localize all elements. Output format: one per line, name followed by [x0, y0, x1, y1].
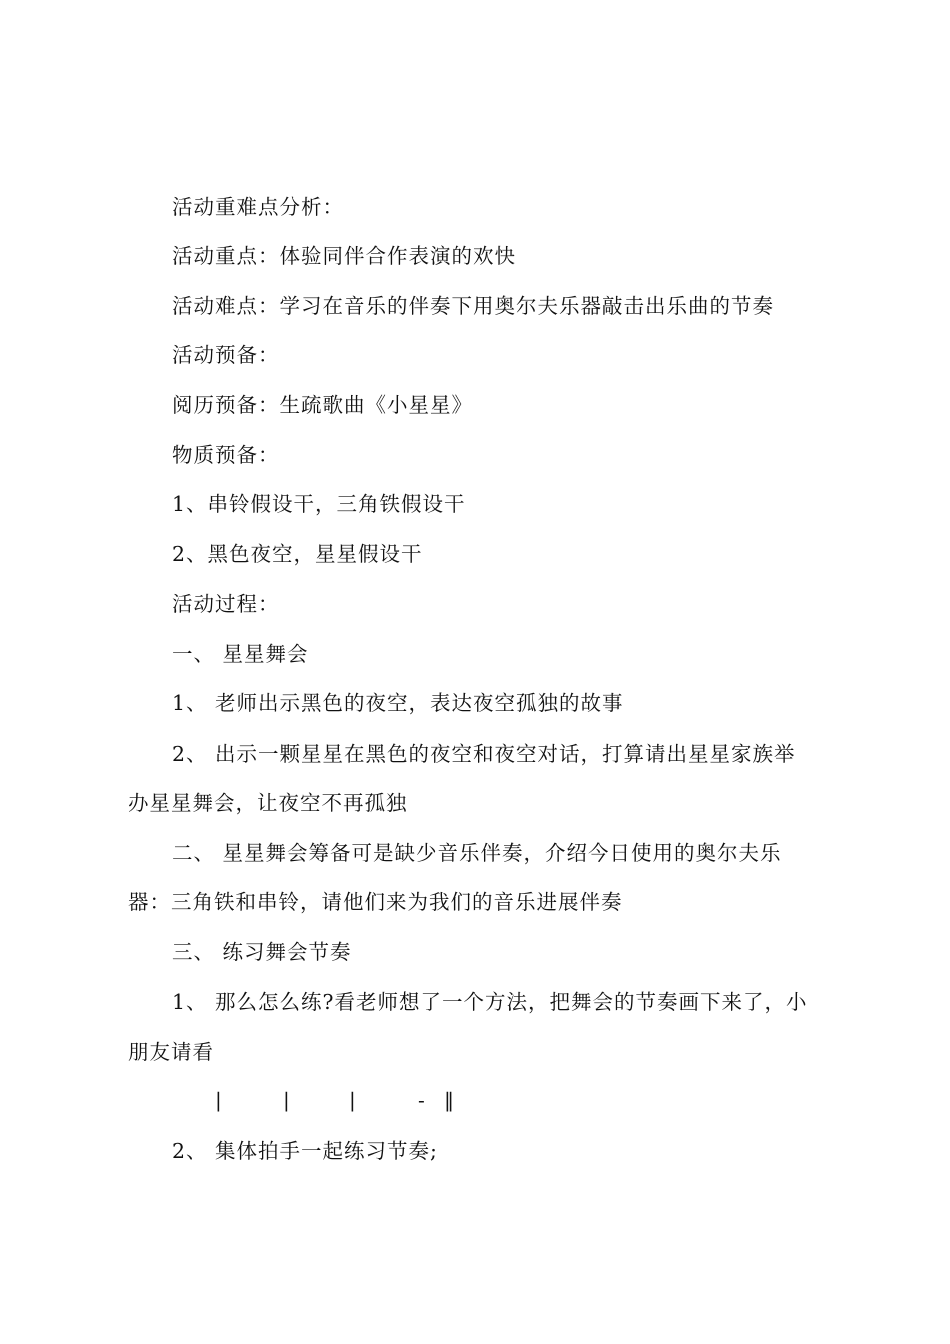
heading-activity-process: 活动过程： [172, 592, 280, 616]
difficulty-line: 活动难点：学习在音乐的伴奏下用奥尔夫乐器敲击出乐曲的节奏 [172, 294, 774, 318]
material-item-2: 2、黑色夜空，星星假设干 [172, 542, 423, 566]
heading-material-preparation: 物质预备： [172, 443, 280, 467]
rhythm-dash: - [418, 1088, 425, 1112]
rhythm-end-bar: ‖ [444, 1088, 454, 1112]
section-1-step-2: 2、 出示一颗星星在黑色的夜空和夜空对话，打算请出星星家族举 [172, 742, 796, 766]
material-item-1: 1、串铃假设干，三角铁假设干 [172, 492, 466, 516]
section-2-continued: 器：三角铁和串铃，请他们来为我们的音乐进展伴奏 [128, 890, 623, 914]
rhythm-bar-2: | [283, 1088, 290, 1112]
section-3-step-1: 1、 那么怎么练?看老师想了一个方法，把舞会的节奏画下来了，小 [172, 990, 808, 1014]
section-3-step-1-continued: 朋友请看 [128, 1040, 214, 1064]
section-3-title: 三、 练习舞会节奏 [172, 940, 352, 964]
section-1-title: 一、 星星舞会 [172, 642, 309, 666]
rhythm-bar-3: | [349, 1088, 356, 1112]
section-2-title: 二、 星星舞会筹备可是缺少音乐伴奏，介绍今日使用的奥尔夫乐 [172, 841, 782, 865]
section-3-step-2: 2、 集体拍手一起练习节奏; [172, 1139, 438, 1163]
heading-preparation: 活动预备： [172, 343, 280, 367]
heading-key-points-analysis: 活动重难点分析： [172, 195, 344, 219]
experience-preparation-line: 阅历预备：生疏歌曲《小星星》 [172, 393, 473, 417]
rhythm-bar-1: | [215, 1088, 222, 1112]
rhythm-notation [0, 1086, 950, 1118]
key-point-line: 活动重点：体验同伴合作表演的欢快 [172, 244, 516, 268]
section-1-step-2-continued: 办星星舞会，让夜空不再孤独 [128, 791, 408, 815]
section-1-step-1: 1、 老师出示黑色的夜空，表达夜空孤独的故事 [172, 691, 624, 715]
